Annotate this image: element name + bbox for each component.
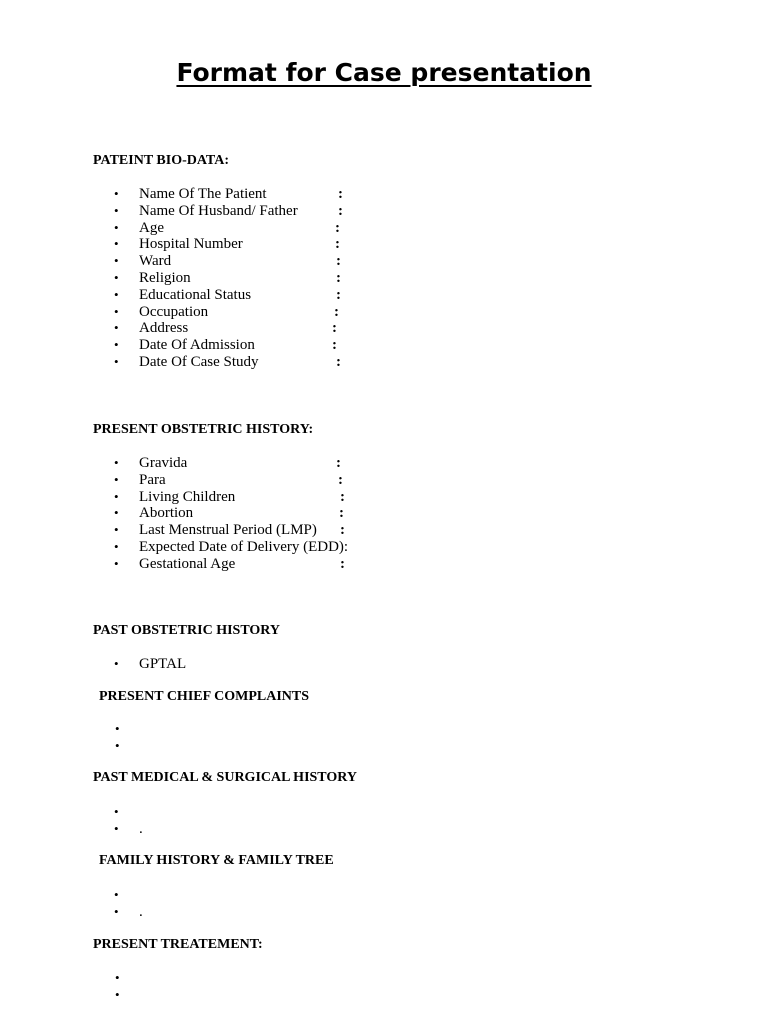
bullet-icon: • — [114, 286, 119, 302]
field-label: Hospital Number — [139, 236, 243, 253]
field-separator: : — [336, 253, 341, 270]
bullet-icon: • — [114, 236, 119, 252]
field-label: Name Of Husband/ Father — [139, 202, 298, 219]
field-separator: : — [336, 269, 341, 286]
bullet-icon: • — [114, 202, 119, 218]
field-label: Abortion — [139, 505, 194, 522]
bullet-icon: • — [115, 970, 120, 985]
field-separator: : — [336, 353, 341, 370]
bullet-icon: • — [114, 219, 119, 235]
field-label: GPTAL — [139, 656, 187, 672]
field-separator: : — [332, 337, 337, 354]
field-label: Para — [139, 471, 166, 488]
bullet-icon: • — [114, 455, 119, 470]
field-label: Date Of Admission — [139, 337, 255, 354]
field-separator: : — [335, 219, 340, 236]
field-label: Gestational Age — [139, 555, 236, 572]
field-separator: : — [336, 286, 341, 303]
field-label: Last Menstrual Period (LMP) — [139, 522, 317, 539]
bullet-icon: • — [114, 522, 119, 538]
field-label: Name Of The Patient — [139, 186, 267, 202]
field-separator: : — [340, 488, 345, 505]
field-label: Religion — [139, 269, 191, 286]
field-label: Occupation — [139, 303, 209, 320]
bullet-icon: • — [114, 505, 119, 521]
section-heading-chief-complaints: PRESENT CHIEF COMPLAINTS — [99, 689, 310, 704]
bullet-icon: • — [114, 320, 119, 336]
bullet-icon: • — [115, 721, 120, 736]
field-label: Gravida — [139, 455, 188, 471]
bullet-icon: • — [114, 656, 119, 671]
section-heading-treatment: PRESENT TREATEMENT: — [93, 937, 263, 952]
bullet-icon: • — [114, 353, 119, 369]
document-title: Format for Case presentation — [176, 58, 592, 87]
bullet-icon: • — [115, 986, 120, 1002]
field-separator: : — [338, 186, 343, 202]
bullet-icon: • — [114, 903, 119, 919]
section-heading-biodata: PATEINT BIO-DATA: — [93, 153, 229, 168]
field-separator: : — [340, 555, 345, 572]
field-label: Date Of Case Study — [139, 353, 259, 370]
field-separator: : — [339, 505, 344, 522]
field-label: Ward — [139, 253, 172, 270]
field-separator: : — [338, 202, 343, 219]
bullet-icon: • — [114, 269, 119, 285]
field-value: . — [139, 820, 143, 837]
bullet-icon: • — [114, 253, 119, 269]
field-separator: : — [334, 303, 339, 320]
field-separator: : — [332, 320, 337, 337]
field-separator: : — [340, 522, 345, 539]
field-label: Living Children — [139, 488, 236, 505]
field-value: . — [139, 903, 143, 920]
field-label: Age — [139, 219, 164, 236]
bullet-icon: • — [114, 804, 119, 819]
bullet-icon: • — [114, 186, 119, 201]
bullet-icon: • — [114, 471, 119, 487]
section-heading-obstetric: PRESENT OBSTETRIC HISTORY: — [93, 422, 314, 437]
bullet-icon: • — [114, 887, 119, 902]
section-heading-past-obstetric: PAST OBSTETRIC HISTORY — [93, 623, 281, 638]
bullet-icon: • — [114, 303, 119, 319]
field-separator: : — [335, 236, 340, 253]
field-separator: : — [338, 471, 343, 488]
bullet-icon: • — [114, 555, 119, 571]
section-heading-medical-surgical: PAST MEDICAL & SURGICAL HISTORY — [93, 770, 358, 785]
field-label: Expected Date of Delivery (EDD): — [139, 538, 349, 555]
bullet-icon: • — [114, 337, 119, 353]
bullet-icon: • — [114, 538, 119, 554]
bullet-icon: • — [115, 737, 120, 753]
field-separator: : — [336, 455, 341, 471]
bullet-icon: • — [114, 488, 119, 504]
field-label: Educational Status — [139, 286, 252, 303]
bullet-icon: • — [114, 820, 119, 836]
section-heading-family: FAMILY HISTORY & FAMILY TREE — [99, 853, 334, 868]
field-label: Address — [139, 320, 189, 337]
